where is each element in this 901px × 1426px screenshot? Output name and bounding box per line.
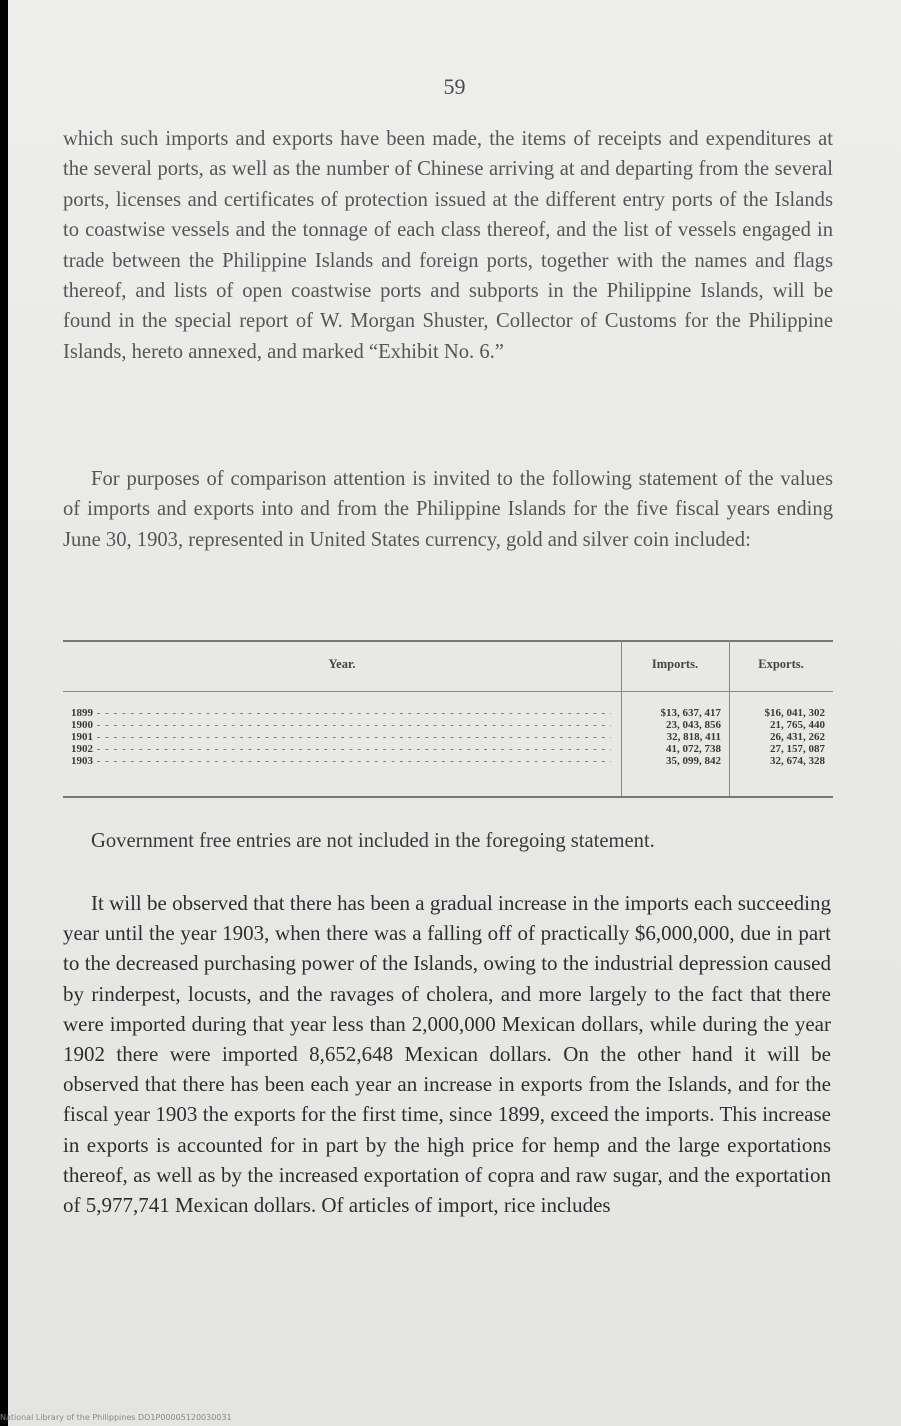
- table-row: [63, 719, 833, 731]
- imports-cell: 23, 043, 856: [666, 719, 721, 731]
- imports-cell: $13, 637, 417: [660, 707, 721, 719]
- imports-exports-table: [63, 640, 833, 800]
- exports-cell: $16, 041, 302: [764, 707, 825, 719]
- imports-cell: 41, 072, 738: [666, 743, 721, 755]
- column-header-exports: Exports.: [758, 657, 804, 671]
- exports-cell: 21, 765, 440: [770, 719, 825, 731]
- year-cell: 1899 - - -: [71, 707, 611, 719]
- exports-cell: 26, 431, 262: [770, 731, 825, 743]
- table-bottom-rule: [63, 796, 833, 798]
- table-row: [63, 707, 833, 719]
- year-cell: 1903 - - -: [71, 755, 611, 767]
- document-page: [8, 0, 901, 1426]
- imports-cell: 32, 818, 411: [666, 731, 721, 743]
- table-top-rule: [63, 640, 833, 642]
- paragraph-1: which such imports and exports have been made, the items of receipts and expenditures at the several ports, as well as the number of Chinese arriving at and departing from the several ports, licenses and certificates of protection issued at the different entry ports of the Islands to coastwise vessels and the tonnage of each class thereof, and the list of vessels engaged in trade between the Philippine Islands and foreign ports, together with the names and flags thereof, and lists of open coastwise ports and subports in the Philippine Islands, will be found in the special report of W. Morgan Shuster, Collector of Customs for the Philippine Islands, hereto annexed, and marked “Exhibit No. 6.”: [63, 128, 833, 363]
- column-header-imports: Imports.: [651, 657, 699, 671]
- table-row: [63, 755, 833, 767]
- paragraph-3: Government free entries are not included in the foregoing statement.: [91, 830, 655, 852]
- exports-cell: 27, 157, 087: [770, 743, 825, 755]
- year-cell: 1901 - - -: [71, 731, 611, 743]
- paragraph-2: For purposes of comparison attention is invited to the following statement of the values of imports and exports into and from the Philippine Islands for the five fiscal years ending June 30, 1903, represented in United States currency, gold and silver coin included:: [63, 468, 833, 551]
- table-row: [63, 731, 833, 743]
- year-cell: 1900 - - -: [71, 719, 611, 731]
- page-number: 59: [443, 74, 466, 99]
- year-cell: 1902 - - -: [71, 743, 611, 755]
- column-header-year: Year.: [328, 657, 356, 671]
- scan-footer-label: National Library of the Philippines DO1P00005120030031: [0, 1413, 232, 1422]
- table-header-rule: [63, 691, 833, 692]
- table-row: [63, 743, 833, 755]
- paragraph-4: It will be observed that there has been a gradual increase in the imports each succeeding year until the year 1903, when there was a falling off of practically $6,000,000, due in part to the decreased purchasing power of the Islands, owing to the industrial depression caused by rinderpest, locusts, and the ravages of cholera, and more largely to the fact that there were imported during that year less than 2,000,000 Mexican dollars, while during the year 1902 there were imported 8,652,648 Mexican dollars. On the other hand it will be observed that there has been each year an increase in exports from the Islands, and for the fiscal year 1903 the exports for the first time, since 1899, exceed the imports. This increase in exports is accounted for in part by the high price for hemp and the large exportations thereof, as well as by the increased exportation of copra and raw sugar, and the exportation of 5,977,741 Mexican dollars. Of articles of import, rice includes: [63, 891, 831, 1218]
- imports-cell: 35, 099, 842: [666, 755, 721, 767]
- exports-cell: 32, 674, 328: [770, 755, 825, 767]
